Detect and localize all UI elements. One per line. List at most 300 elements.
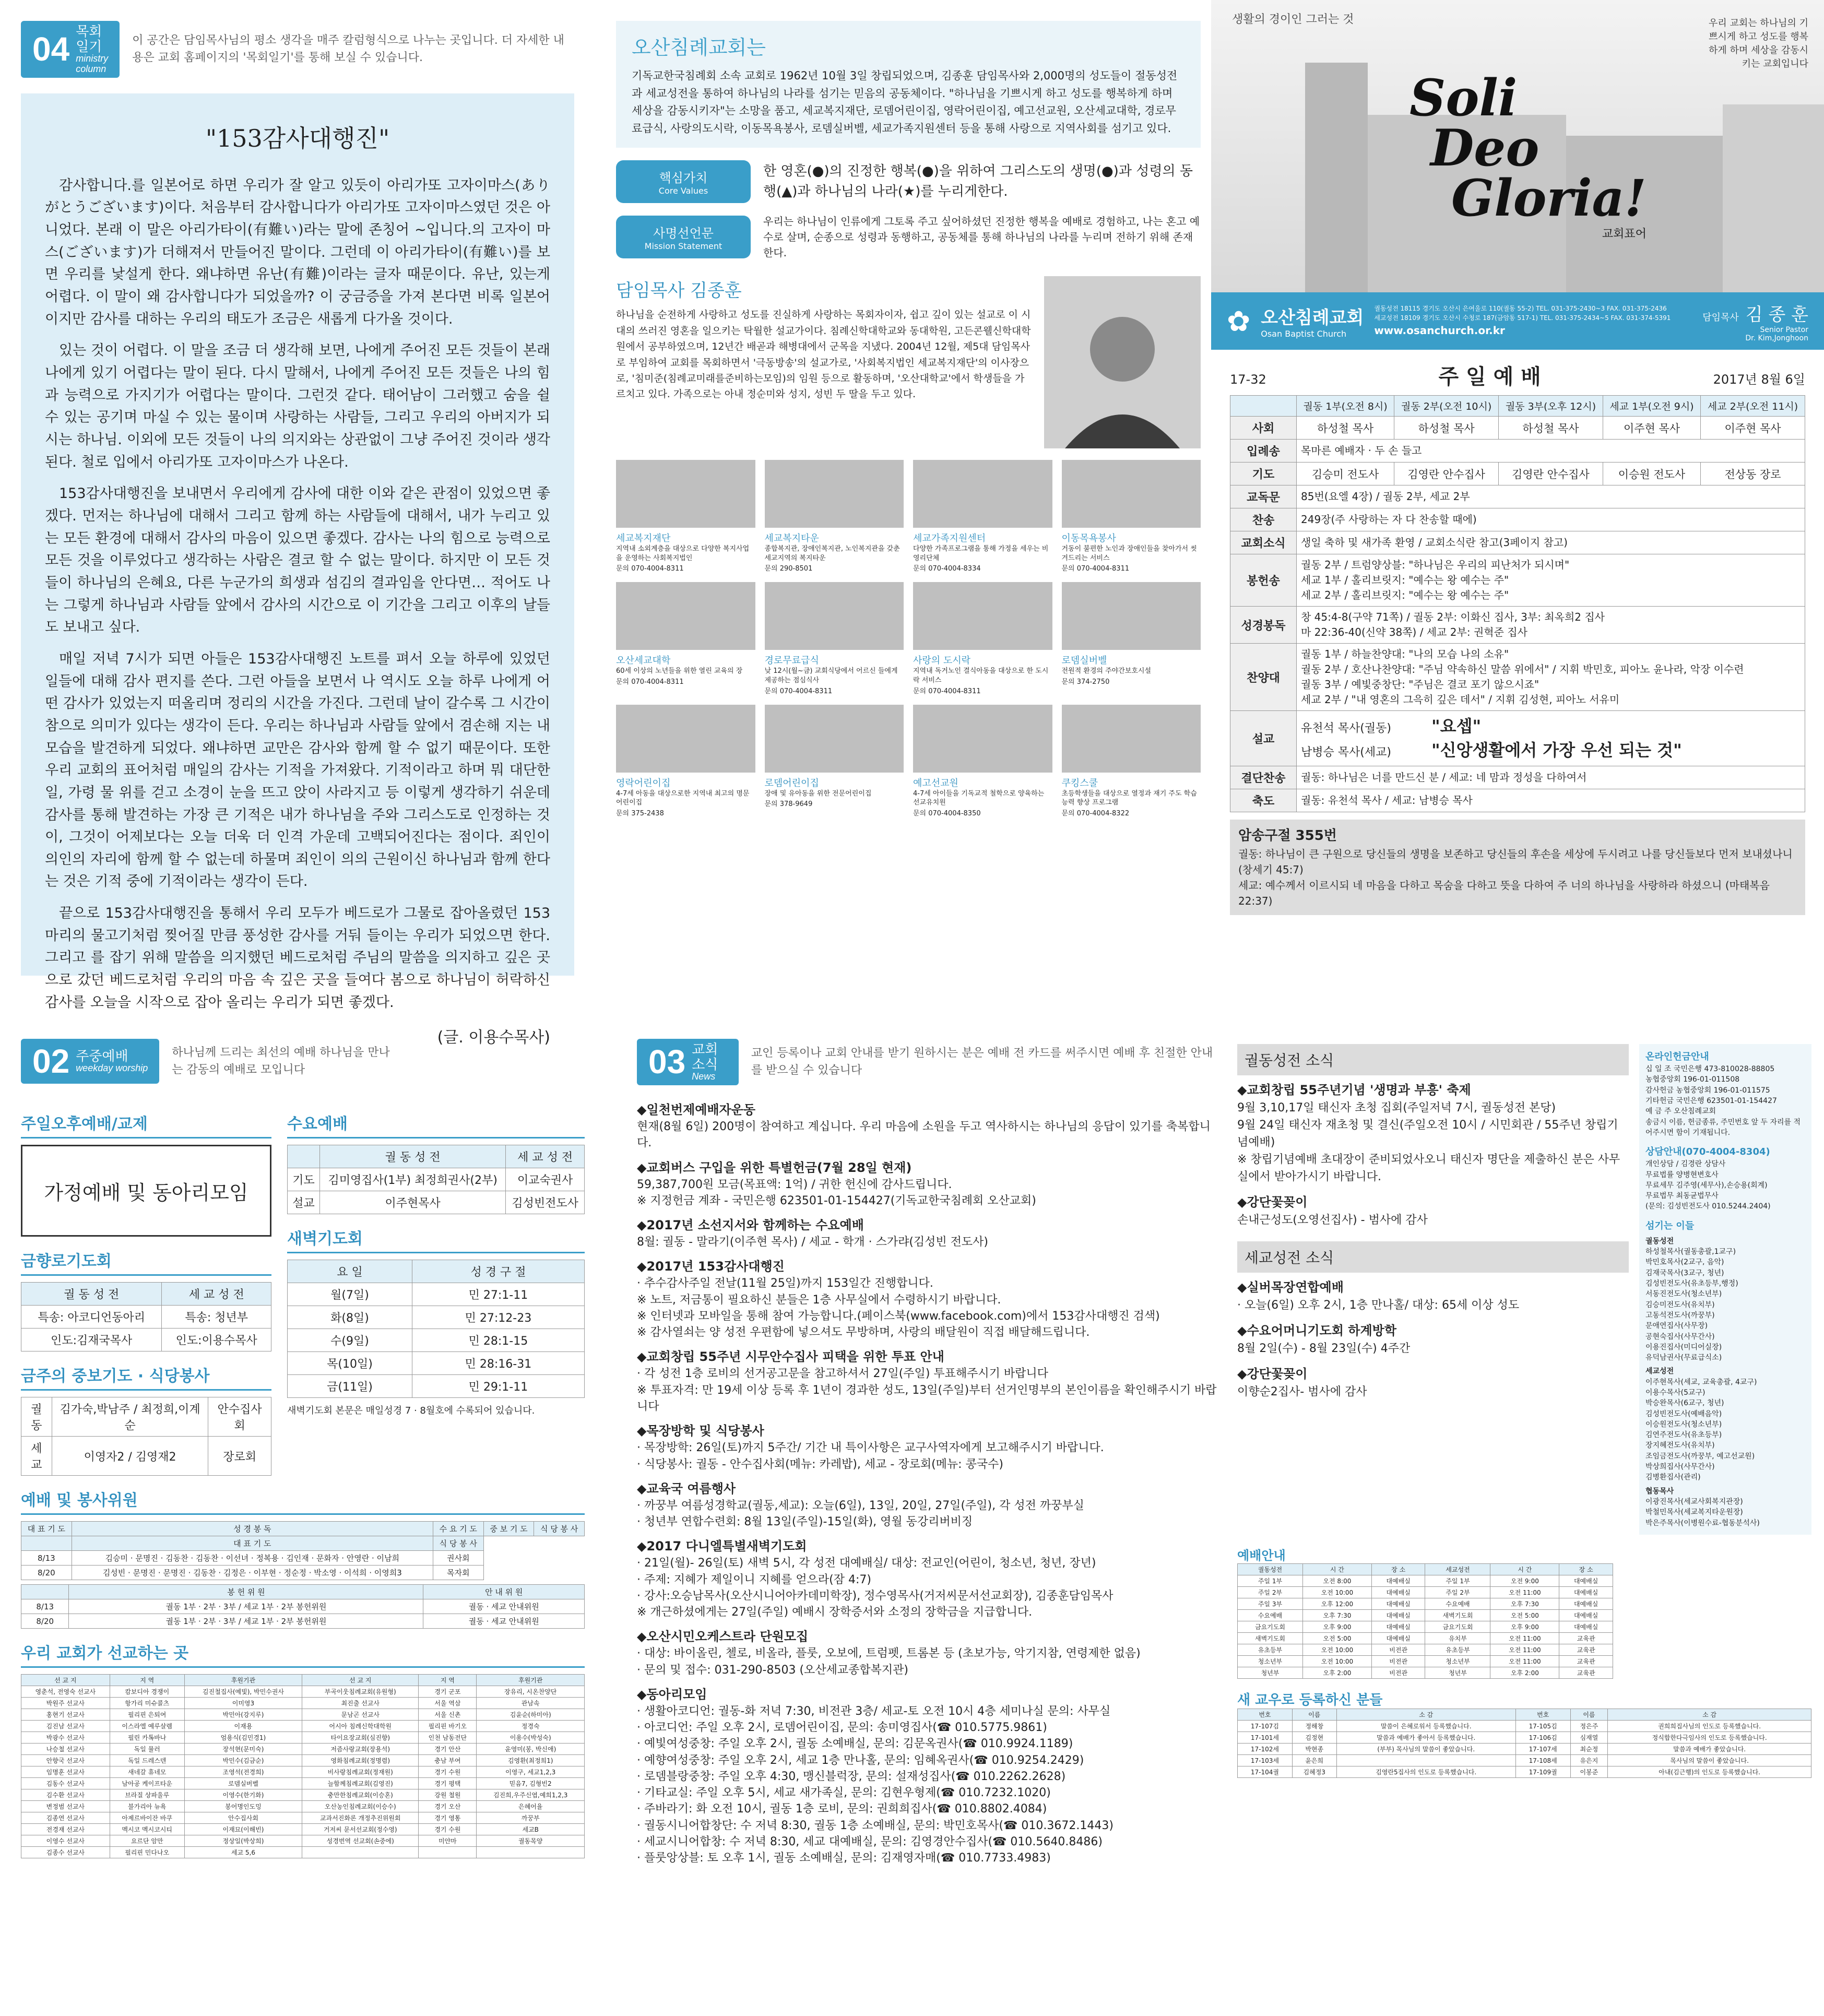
table-cell: 장로회 (208, 1437, 271, 1476)
table-cell: 오전 11:00 (1490, 1644, 1559, 1655)
table-cell: 안향국 선교사 (21, 1755, 110, 1766)
table-cell: 주일 3부 (1238, 1598, 1303, 1609)
service-cell: 하성철 목사 (1499, 417, 1603, 440)
sunday-pm-box: 가정예배 및 동아리모임 (21, 1145, 271, 1237)
table-cell: 오후 2:00 (1490, 1667, 1559, 1678)
sidebar-line: 장지혜전도사(유치부) (1645, 1441, 1715, 1450)
worship-guide-title: 예배안내 (1237, 1548, 1286, 1563)
table-cell: 강원 철원 (419, 1789, 477, 1801)
table-cell: 요르단 암만 (110, 1835, 184, 1847)
table-cell: 월(7일) (288, 1283, 412, 1306)
ministry-card (765, 705, 904, 817)
table-cell: 이영자2 / 김영재2 (52, 1437, 208, 1476)
sidebar-top (1237, 1044, 1811, 1535)
ministry-photo (913, 705, 1052, 773)
core-values-text: 한 영혼(●)의 진정한 행복(●)을 위하여 그리스도의 생명(●)과 성령의 동행(▲)과 하나님의 나라(★)를 누리게한다. (763, 163, 1193, 200)
service-line: 마 22:36-40(신약 38쪽) / 세교 2부: 권혁준 집사 (1301, 626, 1527, 638)
table-cell: 아내(김근행)의 인도로 등록했습니다. (1608, 1766, 1811, 1777)
news-line: 손내근성도(오영선집사) - 범사에 감사 (1237, 1214, 1428, 1227)
table-cell: 이스라엘 예루살렘 (110, 1721, 184, 1732)
church-intro-panel (616, 21, 1201, 976)
segyo-news (1237, 1273, 1629, 1413)
table-cell: 궐동 1부 · 2부 · 3부 / 세교 1부 · 2부 봉헌위원 (69, 1599, 423, 1614)
news-heading: ◆오산시민오케스트라 단원모집 (637, 1629, 809, 1644)
ministry-card (913, 460, 1052, 573)
news-line: 이향순2집사- 범사에 감사 (1237, 1385, 1367, 1398)
table-cell (419, 1847, 477, 1858)
service-label: 찬송 (1230, 508, 1297, 531)
intro-box (616, 21, 1201, 148)
table-header-cell (21, 1585, 69, 1599)
table-cell: 박현종 (1292, 1743, 1336, 1754)
sidebar-line: 김병환집사(관리) (1645, 1473, 1701, 1482)
table-cell: 조영석(전경희) (184, 1766, 302, 1778)
table-cell: 주일 1부 (1238, 1575, 1303, 1586)
prayer-title: 금주의 중보기도 · 식당봉사 (21, 1363, 271, 1391)
table-cell: 김진남 선교사 (21, 1721, 110, 1732)
table-cell: 주일 2부 (1425, 1586, 1490, 1598)
ministry-desc: 다양한 가족프로그램을 통해 가정을 세우는 비영리단체 (913, 545, 1049, 562)
mission-label-text: 사명선언문 (653, 226, 714, 241)
sidebar-line: 김승미전도사(유치부) (1645, 1300, 1715, 1309)
service-label: 사회 (1230, 417, 1297, 440)
section-description: 교인 등록이나 교회 안내를 받기 원하시는 분은 예배 전 카드를 써주시면 예배 후 친절한 안내를 받으실 수 있습니다 (751, 1047, 1213, 1077)
service-cell: 하성철 목사 (1297, 417, 1394, 440)
gwol-news (1237, 1075, 1629, 1241)
staff-segyo-list (1645, 1377, 1805, 1483)
table-row (288, 1191, 585, 1214)
ministry-phone: 문의 070-4004-8311 (764, 687, 833, 695)
table-cell: 김종연 선교사 (21, 1812, 110, 1824)
table-cell: 교육관 (1559, 1632, 1613, 1644)
ministry-desc: 지역내 소외계층을 대상으로 다양한 복지사업을 운영하는 사회복지법인 (616, 545, 750, 562)
section-number (637, 1039, 739, 1085)
table-cell: 오전 11:00 (1490, 1632, 1559, 1644)
page-02-weekday (21, 1039, 585, 2005)
table-row (21, 1801, 585, 1812)
coop-list (1645, 1497, 1805, 1528)
ministry-phone: 문의 378-9649 (764, 800, 813, 809)
mission-text: 우리는 하나님이 인류에게 그토록 주고 싶어하셨던 진정한 행복을 예배로 경험하고, 나는 혼고 예수로 살며, 순종으로 성령과 동행하고, 공동체를 통해 하나님의 나라를 누리며 전하기 위해 존재한다. (763, 215, 1200, 259)
news-line: ※ 감사열쇠는 양 성전 우편함에 넣으셔도 무방하며, 사랑의 배달원이 직접 배달해드립니다. (637, 1326, 1090, 1339)
table-cell: 인도:이용수목사 (162, 1329, 271, 1351)
service-header (1230, 360, 1805, 390)
table-cell: 김영환(최정희1) (477, 1755, 585, 1766)
table-header-cell: 궐동성전 (1238, 1563, 1303, 1575)
table-row (21, 1732, 585, 1744)
motto-line: Soli (1410, 68, 1518, 127)
service-cell: 김영란 안수집사 (1394, 463, 1499, 485)
service-cell (1297, 644, 1805, 711)
church-name: 오산침례교회 (1261, 307, 1364, 328)
news-line: 59,387,700원 모금(목표액: 1억) / 귀한 헌신에 감사드립니다. (637, 1178, 952, 1191)
sidebar-line: 농협중앙회 196-01-011508 (1645, 1075, 1740, 1084)
ministry-name: 오산세교대학 (616, 655, 671, 667)
table-cell: 금요기도회 (1238, 1621, 1303, 1632)
sidebar-line: 무료법무 최동균법무사 (1645, 1192, 1719, 1201)
news-item (637, 1422, 1222, 1473)
ministry-phone: 문의 070-4004-8334 (913, 565, 981, 573)
news-heading: ◆동아리모임 (637, 1687, 707, 1702)
service-label: 결단찬송 (1230, 766, 1297, 789)
table-cell: 대예배실 (1371, 1621, 1425, 1632)
news-line: 현재(8월 6일) 200명이 참여하고 계십니다. 우리 마음에 소원을 두고 역사하시는 하나님의 응답이 있기를 축복합니다. (637, 1120, 1211, 1150)
news-item (637, 1480, 1222, 1531)
staff-gwol-list (1645, 1247, 1805, 1363)
table-cell: 김영란5집사의 인도로 등록했습니다. (1336, 1766, 1515, 1777)
table-row (288, 1283, 585, 1306)
news-heading: ◆교육국 여름행사 (637, 1481, 736, 1496)
service-label: 축도 (1230, 789, 1297, 812)
dawn-table (287, 1260, 585, 1398)
ministry-phone: 문의 374-2750 (1061, 678, 1110, 686)
ministry-photo (1062, 582, 1201, 650)
ministry-name: 세교복지타운 (764, 533, 819, 544)
table-cell: 오후 2:00 (1302, 1667, 1371, 1678)
weekday-right (287, 1099, 585, 1476)
ministry-desc: 4-7세 아동을 대상으로한 지역내 최고의 명문 어린이집 (616, 789, 750, 807)
service-row (1230, 485, 1805, 508)
sidebar-line: 박철민목사(세교복지타운원장) (1645, 1508, 1743, 1517)
ministry-card (913, 582, 1052, 695)
news-line: · 추수감사주일 전날(11월 25일)까지 153일간 진행합니다. (637, 1277, 933, 1290)
staff-title: 섬기는 이들 (1645, 1220, 1695, 1231)
news-item (637, 1216, 1222, 1250)
table-row (288, 1306, 585, 1329)
section-tag: 목회일기 (76, 23, 102, 54)
table-cell: 임명훈 선교사 (21, 1766, 110, 1778)
section-tag: 교회소식 (692, 1041, 718, 1072)
table-cell: 김수환 선교사 (21, 1789, 110, 1801)
table-cell: 늘함께침례교회(김영진) (302, 1778, 419, 1789)
news-line: · 주제: 지혜가 제일이니 지혜를 얻으라(잠 4:7) (637, 1573, 871, 1586)
news-line: · 로뎀블랑중창: 주일 오후 4:30, 맹신블럭장, 문의: 설재성집사(☎ 010.2262.2628) (637, 1770, 1066, 1783)
ministry-desc: 4-7세 아이들을 기독교적 철학으로 양육하는 선교유치원 (913, 789, 1045, 807)
ministry-phone: 문의 070-4004-8311 (913, 687, 981, 695)
sidebar-line: 이주현목사(세교, 교육총괄, 4교구) (1645, 1378, 1757, 1386)
news-line: · 예향여성중창: 주일 오후 2시, 세교 1층 만나홀, 문의: 임혜옥권사(☎ 010.9254.2429) (637, 1753, 1084, 1767)
ministry-desc: 장애 및 유아동을 위한 전문어린이집 (764, 789, 872, 798)
sidebar-info (1639, 1044, 1811, 1535)
page-number: 02 (32, 1042, 70, 1080)
table-cell (302, 1847, 419, 1858)
service-row (1230, 789, 1805, 812)
table-cell: 서울 신촌 (419, 1709, 477, 1721)
table-header-cell: 궐동 1부(오전 8시) (1297, 396, 1394, 417)
ministry-photo (616, 582, 755, 650)
weekday-top (21, 1099, 585, 1476)
news-heading: ◆목장방학 및 식당봉사 (637, 1424, 764, 1439)
table-cell: 화(8일) (288, 1306, 412, 1329)
table-cell: 유초등부 (1238, 1644, 1303, 1655)
table-cell: 독일 뮬러 (110, 1744, 184, 1755)
table-cell: 경기 영통 (419, 1812, 477, 1824)
table-header-cell: 이름 (1570, 1709, 1608, 1720)
service-label: 성경봉독 (1230, 607, 1297, 644)
service-date: 2017년 8월 6일 (1713, 372, 1805, 387)
table-cell: 부곡이웃침례교회(유원형) (302, 1686, 419, 1698)
table-header-cell: 세교 2부(오전 11시) (1701, 396, 1805, 417)
table-cell: 브라질 상파울루 (110, 1789, 184, 1801)
sermon-preacher: 유천석 목사(궐동) (1301, 722, 1391, 735)
sidebar-line: 개인상담 / 김경란 상담사 (1645, 1160, 1726, 1169)
table-cell: 민 27:1-11 (412, 1283, 584, 1306)
section-description: 하나님께 드리는 최선의 예배 하나님을 만나는 감동의 예배로 모입니다 (172, 1046, 390, 1076)
table-cell: 세교B (477, 1824, 585, 1835)
memory-line: 궐동: 하나님이 큰 구원으로 당신들의 생명을 보존하고 당신들의 후손을 세상에 두시려고 나를 당신들보다 먼저 보내셨나니 (창세기 45:7) (1238, 847, 1793, 876)
table-row (288, 1375, 585, 1398)
pastor-en: Dr. Kim,Jonghoon (1745, 334, 1808, 342)
core-values-label (616, 160, 751, 203)
table-cell: 8/20 (21, 1614, 69, 1629)
table-header-cell: 지 역 (419, 1675, 477, 1686)
ministry-card (616, 460, 755, 573)
cover-photo (1211, 0, 1824, 292)
table-cell: 대예배실 (1559, 1621, 1613, 1632)
table-cell: 김성빈 · 문명진 · 문명진 · 김동찬 · 김정은 · 이부현 · 정순정 · 박소영 · 이석희 · 이영희3 (72, 1566, 433, 1580)
table-header-cell: 성 경 구 절 (412, 1260, 584, 1283)
motto (1410, 68, 1647, 241)
table-cell: 유초등부 (1425, 1644, 1490, 1655)
table-row (21, 1847, 585, 1858)
news-line: · 각 성전 1층 로비의 선거공고문을 참고하셔서 27일(주일) 투표해주시기 바랍니다 (637, 1367, 1048, 1381)
sermon-line (1301, 714, 1801, 738)
table-cell: 정식합한다극임사의 인도로 등록했습니다. (1608, 1732, 1811, 1743)
table-cell: 남아공 케이프타운 (110, 1778, 184, 1789)
sermon-title: "요셉" (1431, 716, 1482, 736)
table-cell: 경기 안산 (419, 1744, 477, 1755)
sidebar-line: 문애연집사(사무장) (1645, 1322, 1708, 1331)
table-cell: 인도:김재국목사 (21, 1329, 162, 1351)
service-cell: 85번(요엘 4장) / 궐동 2부, 세교 2부 (1297, 485, 1805, 508)
table-cell: 17-107김 (1238, 1720, 1293, 1732)
service-volunteers-title: 예배 및 봉사위원 (21, 1487, 585, 1515)
service-row (1230, 766, 1805, 789)
table-cell: 목사님의 말씀이 좋았습니다. (1608, 1754, 1811, 1766)
table-cell: 김윤순(하미아) (477, 1709, 585, 1721)
news-heading: ◆실버목장연합예배 (1237, 1280, 1344, 1295)
ministry-name: 이동목욕봉사 (1061, 533, 1116, 544)
table-row (21, 1824, 585, 1835)
table-cell: 오전 5:00 (1490, 1609, 1559, 1621)
table-cell: 필리핀 민다나오 (110, 1847, 184, 1858)
table-header-cell: 소 감 (1336, 1709, 1515, 1720)
online-offering-title: 온라인헌금안내 (1645, 1051, 1709, 1062)
table-cell: 청년부 (1425, 1667, 1490, 1678)
table-cell: 오후 7:30 (1302, 1609, 1371, 1621)
table-cell: 정상일(박상희) (184, 1835, 302, 1847)
table-cell: 장유리, 시온찬양단 (477, 1686, 585, 1698)
table-row (1238, 1732, 1811, 1743)
table-cell: 오전 10:00 (1302, 1655, 1371, 1667)
table-header-cell: 후원기관 (184, 1675, 302, 1686)
ministry-phone: 문의 070-4004-8311 (616, 565, 684, 573)
table-cell: 17-109궐 (1515, 1766, 1570, 1777)
table-cell: 아제르바이잔 바쿠 (110, 1812, 184, 1824)
mission-label (616, 216, 751, 258)
table-cell: 대예배실 (1371, 1598, 1425, 1609)
table-cell: 오전 11:00 (1490, 1655, 1559, 1667)
service-line: 궐동 2부 / 호산나찬양대: "주님 약속하신 말씀 위에서" / 지휘 박민호, 피아노 윤나라, 악장 이수련 (1301, 663, 1744, 675)
table-header-cell: 대 표 기 도 (21, 1522, 72, 1536)
column-body (45, 175, 550, 1014)
right-quote: 우리 교회는 하나님의 기쁘시게 하고 성도를 행복하게 하며 세상을 감동시키는 교회입니다 (1708, 18, 1808, 69)
table-cell: 김미영집사(1부) 최정희권사(2부) (320, 1168, 506, 1191)
table-header-cell: 요 일 (288, 1260, 412, 1283)
table-cell: 관남속 (477, 1698, 585, 1709)
pastor-label: 담임목사 (1702, 312, 1739, 323)
ministry-photo (1062, 460, 1201, 528)
news-heading: ◆일천번제예배자운동 (637, 1102, 756, 1117)
table-row (1238, 1575, 1613, 1586)
table-cell: 금요기도회 (1425, 1621, 1490, 1632)
table-cell: 새네갈 휴네모 (110, 1766, 184, 1778)
service-cell: 이주현 목사 (1701, 417, 1805, 440)
table-cell: 성경번역 선교회(손중에) (302, 1835, 419, 1847)
table-header-row (21, 1283, 271, 1306)
table-cell: 최진출 선교사 (302, 1698, 419, 1709)
news-line: ※ 노트, 저금통이 필요하신 분들은 1층 사무실에서 수령하시기 바랍니다. (637, 1293, 1001, 1307)
table-row (1238, 1586, 1613, 1598)
table-header-row (21, 1585, 585, 1599)
table-cell: 대예배실 (1559, 1575, 1613, 1586)
sermon-title: "신앙생활에서 가장 우선 되는 것" (1431, 740, 1682, 761)
table-cell: 말씀과 예배가 좋았습니다. (1608, 1743, 1811, 1754)
weekday-left (21, 1099, 271, 1476)
service-line: 세교 2부 / 홀리브릿지: "예수는 왕 예수는 주" (1301, 589, 1509, 601)
core-label: 핵심가치 (659, 171, 708, 186)
table-cell: 문남곤 선교사 (302, 1709, 419, 1721)
table-cell: 유치부 (1425, 1632, 1490, 1644)
section-header (637, 1039, 1222, 1085)
sunday-pm-title: 주일오후예배/교제 (21, 1111, 271, 1139)
page-number: 04 (32, 30, 70, 68)
table-cell: 오후 9:00 (1490, 1621, 1559, 1632)
table-cell: 필리핀 은퇴여 (110, 1709, 184, 1721)
table-header-cell: 지 역 (110, 1675, 184, 1686)
news-line: · 예빛여성중창: 주일 오후 2시, 궐동 소예배실, 문의: 김문옥권사(☎ 010.9924.1189) (637, 1737, 1073, 1751)
table-header-row (1230, 396, 1805, 417)
table-cell: 설교 (288, 1191, 320, 1214)
table-header-row (1238, 1563, 1613, 1575)
table-cell: 대예배실 (1559, 1598, 1613, 1609)
table-row (1238, 1743, 1811, 1754)
news-line: · 세교시니어합창: 수 저녁 8:30, 세교 대예배실, 문의: 김영경안수집사(☎ 010.5640.8486) (637, 1835, 1103, 1848)
pastor-photo (1044, 276, 1201, 448)
news-line: · 기타교실: 주일 오후 5시, 세교 새가족실, 문의: 김현우형제(☎ 010.7232.1020) (637, 1786, 1051, 1800)
sidebar-line: 조임금전도사(까꿍부, 예고선교원) (1645, 1452, 1755, 1461)
column-box (21, 93, 574, 1047)
ministry-desc: 지역내 독거노인 결식아동을 대상으로 한 도시락 서비스 (913, 667, 1049, 685)
table-cell: 대예배실 (1371, 1609, 1425, 1621)
news-item (637, 1686, 1222, 1866)
address: 궐동성전 18115 경기도 오산시 은여울로 110(궐동 55-2) TEL. 031-375-2430~3 FAX. 031-375-2436 (1374, 305, 1667, 312)
table-cell: 안수집사회 (208, 1397, 271, 1437)
news-line: · 식당봉사: 궐동 - 안수집사회(메뉴: 카레밥), 세교 - 장로회(메뉴: 콩국수) (637, 1457, 1003, 1471)
church-title: 오산침례교회는 (632, 36, 766, 59)
table-cell: 항가리 미슈콜츠 (110, 1698, 184, 1709)
table-cell: 목(10일) (288, 1352, 412, 1375)
ministry-name: 경로무료급식 (764, 655, 819, 667)
motto-sub: 교회표어 (1602, 228, 1647, 241)
table-header-cell: 궐동 3부(오후 12시) (1499, 396, 1603, 417)
memory-line: 세교: 예수께서 이르시되 네 마음을 다하고 목숨을 다하고 뜻을 다하여 주 너의 하나님을 사랑하라 하셨으니 (마태복음 22:37) (1238, 879, 1770, 907)
table-cell: 경기 수원 (419, 1824, 477, 1835)
friday-table (21, 1282, 271, 1351)
table-cell: 어시아 침례신학대학원 (302, 1721, 419, 1732)
table-header-cell: 장 소 (1559, 1563, 1613, 1575)
table-row (21, 1766, 585, 1778)
table-cell: 경기 수원 (419, 1766, 477, 1778)
section-description: 이 공간은 담임목사님의 평소 생각을 매주 칼럼형식으로 나누는 곳입니다. 더 자세한 내용은 교회 홈페이지의 '목회일기'를 통해 보실 수 있습니다. (132, 34, 564, 65)
service-label: 찬양대 (1230, 644, 1297, 711)
table-header-cell: 궐 동 성 전 (320, 1145, 506, 1168)
sidebar-line: 이용수목사(5교구) (1645, 1389, 1705, 1397)
service-cell (1297, 554, 1805, 607)
table-row (21, 1437, 271, 1476)
dawn-title: 새벽기도회 (287, 1226, 585, 1253)
table-cell: 이교숙권사 (506, 1168, 585, 1191)
table-header-cell: 봉 헌 위 원 (69, 1585, 423, 1599)
table-cell: 오후 9:00 (1302, 1621, 1371, 1632)
senior-pastor (1702, 300, 1808, 342)
table-cell: 교육관 (1559, 1644, 1613, 1655)
cover-panel (1211, 0, 1824, 976)
table-header-cell: 시 간 (1490, 1563, 1559, 1575)
table-cell: 권사회 (433, 1551, 483, 1566)
table-header-cell: 번호 (1238, 1709, 1293, 1720)
table-cell: 이영수 선교사 (21, 1835, 110, 1847)
table-row (21, 1686, 585, 1698)
table-cell: 오전 9:00 (1490, 1575, 1559, 1586)
table-cell: 새벽기도회 (1238, 1632, 1303, 1644)
table-cell: 세교 (21, 1437, 52, 1476)
staff-segyo-title: 세교성전 (1645, 1367, 1674, 1376)
table-header-cell: 대 표 기 도 (72, 1536, 433, 1551)
issue-number: 17-32 (1230, 372, 1266, 387)
service-label: 설교 (1230, 711, 1297, 766)
table-cell: 필린 카톡바나 (110, 1732, 184, 1744)
table-cell: 수요예배 (1425, 1598, 1490, 1609)
table-row (288, 1168, 585, 1191)
column-title: "153감사대행진" (205, 124, 390, 152)
sidebar-line: 기타헌금 국민은행 623501-01-154427 (1645, 1096, 1777, 1105)
table-cell: 17-105김 (1515, 1720, 1570, 1732)
sidebar-line: 예 금 주 오산침례교회 (1645, 1107, 1716, 1116)
sidebar-line: 박은주목사(이병원수료-협동분석사) (1645, 1519, 1760, 1527)
sidebar-line: 박승완목사(6교구, 청년) (1645, 1399, 1724, 1408)
news-item (1237, 1365, 1629, 1401)
table-cell: 민 27:12-23 (412, 1306, 584, 1329)
ministry-name: 세교가족지원센터 (913, 533, 986, 544)
table-cell: 오후 7:30 (1490, 1598, 1559, 1609)
table-cell: 안수집사회 (184, 1812, 302, 1824)
table-cell: 경기 평택 (419, 1778, 477, 1789)
prayer-table (21, 1397, 271, 1476)
table-cell: 정경숙 (477, 1721, 585, 1732)
service-cell: 생일 축하 및 새가족 환영 / 교회소식란 참고(3페이지 참고) (1297, 531, 1805, 554)
table-cell: 8/13 (21, 1551, 72, 1566)
website-link[interactable]: www.osanchurch.or.kr (1374, 324, 1505, 337)
ministry-grid (616, 460, 1201, 817)
motto-line: Deo (1430, 118, 1539, 177)
news-heading: ◆교회창립 55주년기념 '생명과 부흥' 축제 (1237, 1083, 1471, 1097)
table-row (1238, 1598, 1613, 1609)
table-cell: 궐동목양 (477, 1835, 585, 1847)
church-addresses (1374, 304, 1692, 338)
news-line: ※ 인터넷과 모바일을 통해 참여 가능합니다.(페이스북(www.facebook.com)에서 153감사대행진 검색) (637, 1309, 1160, 1323)
mission-row (616, 214, 1201, 260)
